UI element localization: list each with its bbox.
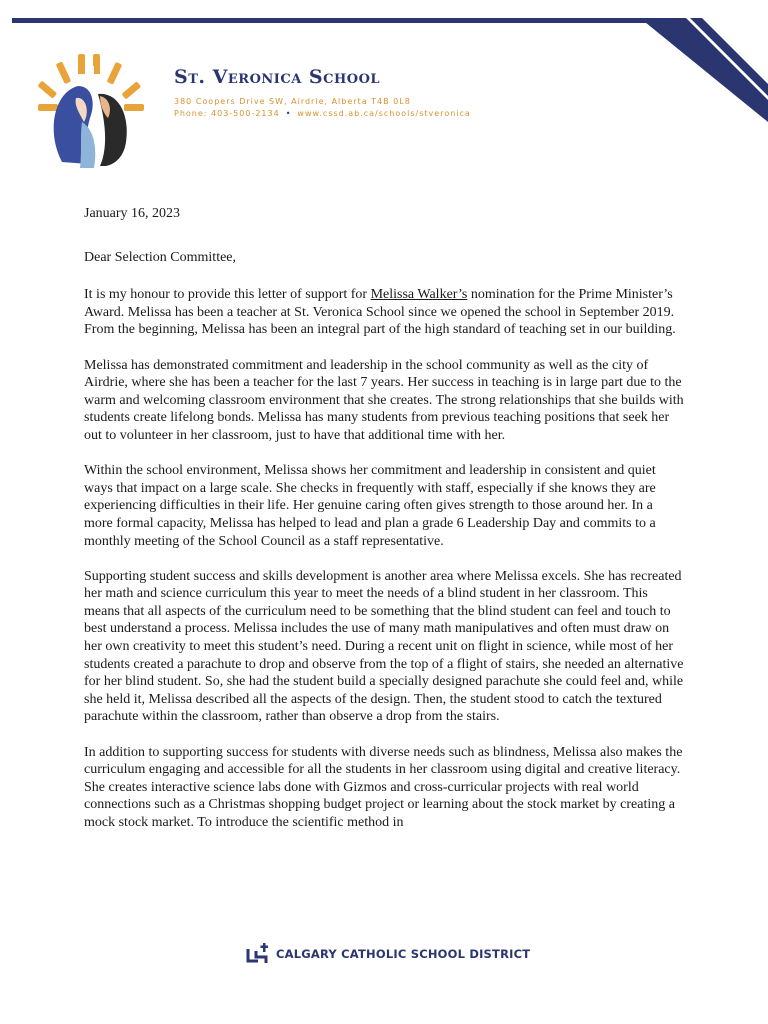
- paragraph-school-environment: Within the school environment, Melissa shows her commitment and leadership in consistent and quiet ways that impact on a large scale. She checks in frequently with staff, especially if she knows they are experiencing difficulties in their life. Her genuine caring often gives strength to those around her. In a more formal capacity, Melissa has helped to lead and plan a grade 6 Leadership Day and commits to a monthly meeting of the School Council as a staff representative.: [84, 463, 656, 549]
- separator-dot: •: [285, 109, 292, 118]
- salutation: Dear Selection Committee,: [84, 249, 237, 265]
- paragraph-intro: [84, 286, 684, 339]
- school-phone: Phone: 403-500-2134: [174, 109, 280, 118]
- paragraph-curriculum: In addition to supporting success for students with diverse needs such as blindness, Melissa also makes the curriculum engaging and accessible for all the students in her classroom using digital and creative literacy. She creates interactive science labs done with Gizmos and cross-curricular projects with real world connections such as a Christmas shopping budget project or learning about the stock market by creating a mock stock market. To introduce the scientific method in: [84, 744, 683, 830]
- intro-text-end: nomination for the Prime Minister’s Award. Melissa has been a teacher at St. Veronica School since we opened the school in September 2019. From the beginning, Melissa has been an integral part of the high standard of teaching set in our building.: [84, 287, 676, 338]
- nominee-name: Melissa Walker’s: [370, 287, 468, 303]
- school-name: St. Veronica School: [174, 66, 381, 88]
- school-logo: [36, 52, 146, 172]
- district-name: CALGARY CATHOLIC SCHOOL DISTRICT: [276, 947, 531, 961]
- contact-line: [174, 109, 471, 118]
- paragraph-student-success: Supporting student success and skills development is another area where Melissa excels. She has recreated her math and science curriculum this year to meet the needs of a blind student in her classroom. This means that all aspects of the curriculum need to be something that the blind student can feel and touch to best understand a process. Melissa includes the use of many math manipulatives and often must draw on her own creativity to meet this student’s need. During a recent unit on flight in science, while most of her students created a parachute to drop and observe from the top of a flight of stairs, she needed an alternative for her blind student. So, she had the student build a specially designed parachute she could feel and, while she held it, Melissa described all the aspects of the design. Then, the student stood to catch the textured parachute within the classroom, rather than observe a drop from the stairs.: [84, 568, 684, 725]
- school-address: 380 Coopers Drive SW, Airdrie, Alberta T4B 0L8: [174, 97, 411, 106]
- intro-text-start: It is my honour to provide this letter of support for: [84, 287, 371, 303]
- district-logo-icon: [246, 943, 270, 965]
- paragraph-leadership: Melissa has demonstrated commitment and leadership in the school community as well as the city of Airdrie, where she has been a teacher for the last 7 years. Her success in teaching is in large part due to the warm and welcoming classroom environment that she creates. The strong relationships that she builds with students create lifelong bonds. Melissa has many students from previous teaching positions that seek her out to volunteer in her classroom, just to have that additional time with her.: [84, 357, 684, 443]
- letter-body: [84, 205, 684, 849]
- district-footer: [246, 943, 530, 965]
- school-website[interactable]: www.cssd.ab.ca/schools/stveronica: [297, 109, 471, 118]
- letter-date: January 16, 2023: [84, 206, 181, 221]
